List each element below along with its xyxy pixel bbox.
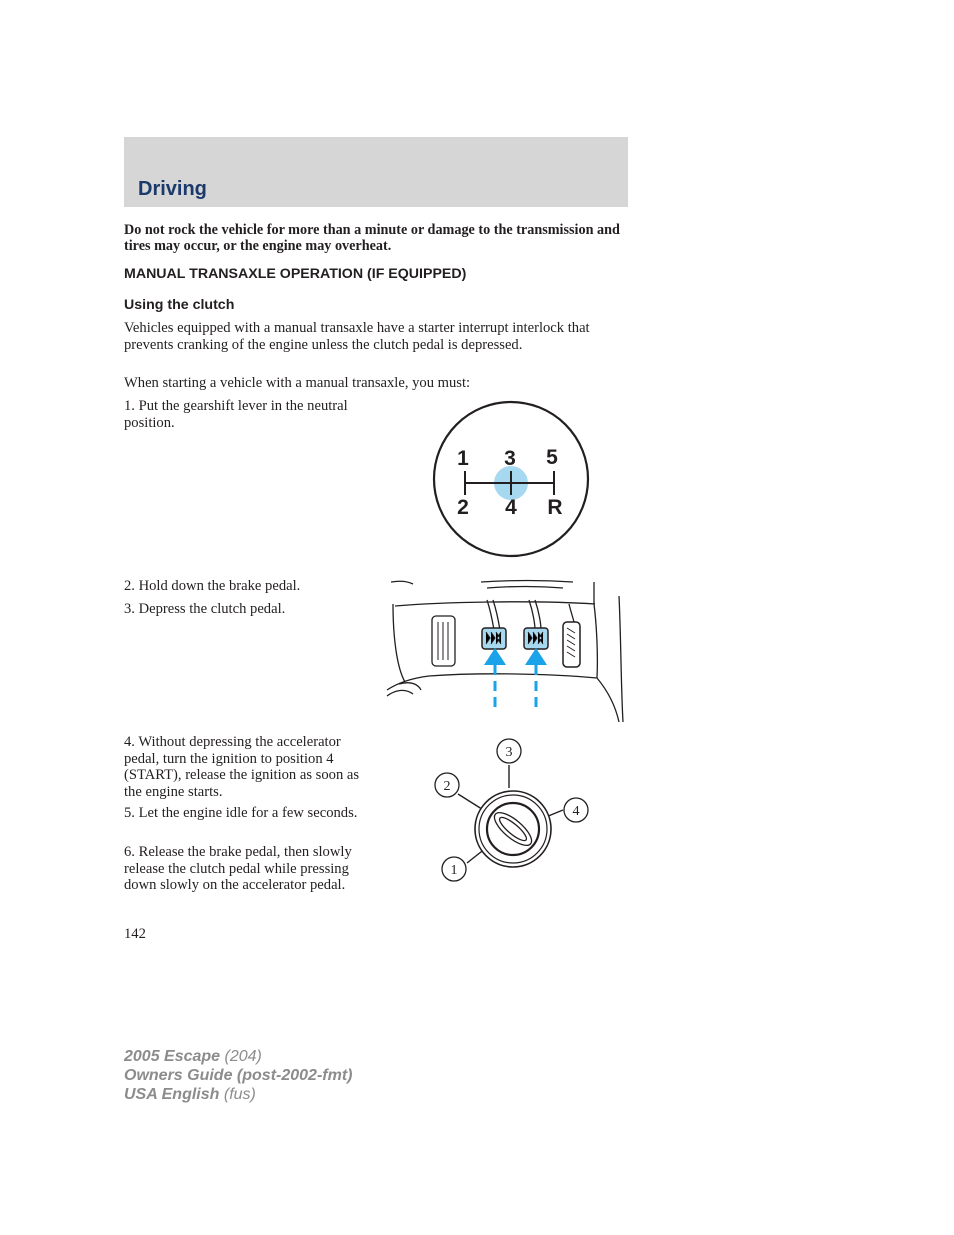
gear-label: 1 <box>457 447 469 470</box>
step-5: 5. Let the engine idle for a few seconds. <box>124 805 358 821</box>
gear-label: 3 <box>504 447 516 470</box>
accelerator-pedal <box>563 622 580 667</box>
gear-label: 4 <box>505 496 517 519</box>
header-band <box>124 137 628 207</box>
footer-model-code: (204) <box>220 1048 262 1065</box>
footer-language: USA English <box>124 1086 220 1103</box>
footer-model: 2005 Escape <box>124 1048 221 1065</box>
arrow-icon <box>525 648 547 665</box>
footer <box>124 1047 352 1104</box>
paragraph: Vehicles equipped with a manual transaxle have a starter interrupt interlock that prevents cranking of the engine unless the clutch pedal is depressed. <box>124 320 590 353</box>
ignition-position-label: 1 <box>450 863 458 878</box>
page-title: Driving <box>138 178 207 200</box>
step-6: 6. Release the brake pedal, then slowly release the clutch pedal while pressing down slowly on the accelerator pedal. <box>124 844 352 893</box>
pedals-diagram <box>383 578 625 726</box>
ignition-position-label: 3 <box>505 745 513 760</box>
warning-text: Do not rock the vehicle for more than a minute or damage to the transmission and tires may occur, or the engine may overheat. <box>124 222 620 254</box>
page-number: 142 <box>124 926 146 942</box>
shift-pattern-diagram <box>432 400 592 560</box>
subheading: Using the clutch <box>124 297 235 313</box>
ignition-position-label: 2 <box>443 779 451 794</box>
step-1: 1. Put the gearshift lever in the neutral position. <box>124 398 348 431</box>
section-heading: MANUAL TRANSAXLE OPERATION (IF EQUIPPED) <box>124 266 467 282</box>
step-3: 3. Depress the clutch pedal. <box>124 601 286 617</box>
gear-label: 2 <box>457 496 469 519</box>
ignition-position-label: 4 <box>572 804 580 819</box>
step-4: 4. Without depressing the accelerator pedal, turn the ignition to position 4 (START), release the ignition as soon as the engine starts. <box>124 734 360 800</box>
footer-guide: Owners Guide (post-2002-fmt) <box>124 1067 353 1084</box>
gear-label: R <box>547 496 563 519</box>
paragraph: When starting a vehicle with a manual transaxle, you must: <box>124 375 471 391</box>
footer-language-code: (fus) <box>219 1086 256 1103</box>
arrow-icon <box>484 648 506 665</box>
step-2: 2. Hold down the brake pedal. <box>124 578 301 594</box>
ignition-diagram <box>430 736 596 886</box>
gear-label: 5 <box>546 446 558 469</box>
